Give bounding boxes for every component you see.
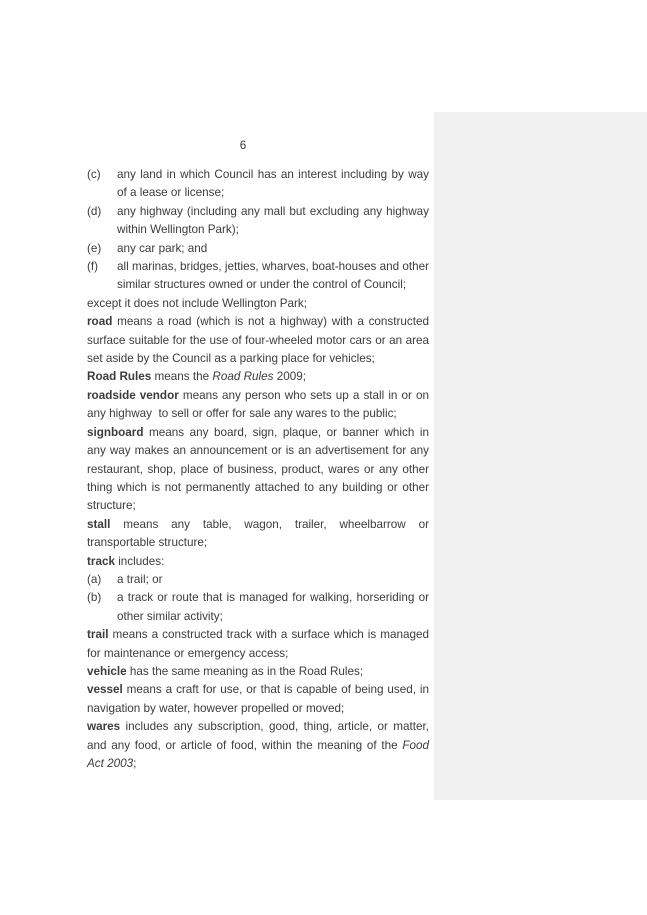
paragraph bbox=[87, 626, 429, 663]
cited-title: Road Rules bbox=[212, 370, 274, 384]
text-run: means a road (which is not a highway) with a constructed surface suitable for the use of four-wheeled motor cars or an area set aside by the Council as a parking place for vehicles; bbox=[87, 315, 429, 366]
paragraph bbox=[87, 368, 429, 386]
text-run: has the same meaning as in the Road Rules; bbox=[126, 664, 364, 678]
paragraph bbox=[87, 516, 429, 553]
list-marker: (e) bbox=[87, 241, 102, 255]
paragraph bbox=[87, 553, 429, 571]
side-gray-panel bbox=[434, 112, 647, 800]
list-item bbox=[87, 166, 429, 203]
text-run: any car park; and bbox=[117, 241, 208, 255]
defined-term: signboard bbox=[87, 425, 144, 439]
defined-term: wares bbox=[87, 720, 121, 734]
paragraph bbox=[87, 295, 429, 313]
list-item bbox=[87, 258, 429, 295]
text-run: means any person who sets up a stall in or on any highway to sell or offer for sale any wares to the public; bbox=[87, 388, 429, 421]
text-run: includes any subscription, good, thing, article, or matter, and any food, or article of food, within the meaning of the bbox=[87, 720, 429, 752]
cited-title: Food Act 2003 bbox=[87, 738, 429, 770]
text-run: means the bbox=[151, 370, 213, 384]
paragraph bbox=[87, 313, 429, 368]
list-marker: (a) bbox=[87, 572, 102, 586]
defined-term: road bbox=[87, 315, 113, 329]
text-run: means any board, sign, plaque, or banner which in any way makes an announcement or is an advertisement for any restaurant, shop, place of business, product, wares or any other thing which is not permanently attached to any building or other structure; bbox=[87, 425, 429, 513]
definitions-text-block bbox=[87, 166, 429, 773]
list-marker: (d) bbox=[87, 204, 102, 218]
text-run: means any table, wagon, trailer, wheelbarrow or transportable structure; bbox=[87, 517, 429, 550]
paragraph bbox=[87, 663, 429, 681]
text-run: means a constructed track with a surface which is managed for maintenance or emergency access; bbox=[87, 628, 429, 660]
list-item bbox=[87, 589, 429, 626]
defined-term: track bbox=[87, 554, 115, 568]
text-run: a trail; or bbox=[117, 572, 163, 586]
defined-term: stall bbox=[87, 517, 111, 531]
defined-term: roadside vendor bbox=[87, 388, 179, 402]
defined-term: vehicle bbox=[87, 664, 127, 678]
list-marker: (c) bbox=[87, 168, 101, 181]
defined-term: trail bbox=[87, 628, 109, 642]
list-marker: (f) bbox=[87, 260, 99, 274]
defined-term: vessel bbox=[87, 683, 123, 697]
text-run: 2009; bbox=[273, 370, 306, 384]
text-run: all marinas, bridges, jetties, wharves, boat-houses and other similar structures owned or under the control of Council; bbox=[117, 260, 429, 292]
text-run: ; bbox=[133, 757, 137, 770]
defined-term: Road Rules bbox=[87, 370, 152, 384]
page-number: 6 bbox=[239, 139, 247, 152]
text-run: any highway (including any mall but excluding any highway within Wellington Park); bbox=[117, 204, 429, 237]
paragraph bbox=[87, 424, 429, 516]
list-marker: (b) bbox=[87, 591, 102, 605]
text-run: means a craft for use, or that is capable of being used, in navigation by water, however propelled or moved; bbox=[87, 683, 429, 715]
paragraph bbox=[87, 387, 429, 424]
paragraph bbox=[87, 718, 429, 773]
list-item bbox=[87, 240, 429, 258]
list-item bbox=[87, 571, 429, 589]
list-item bbox=[87, 203, 429, 240]
text-run: a track or route that is managed for walking, horseriding or other similar activity; bbox=[117, 591, 429, 623]
paragraph bbox=[87, 681, 429, 718]
text-run: except it does not include Wellington Park; bbox=[87, 296, 308, 310]
text-run: includes: bbox=[114, 554, 165, 568]
text-run: any land in which Council has an interest including by way of a lease or license; bbox=[117, 168, 429, 200]
